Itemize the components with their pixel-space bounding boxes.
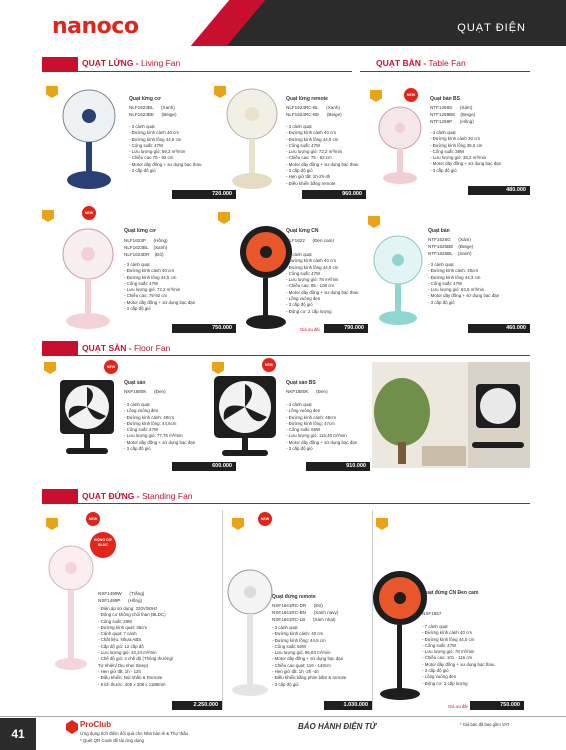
new-badge: NEW: [258, 512, 272, 526]
warranty-badge: [46, 518, 58, 530]
product-name: Quạt lửng cơ: [129, 96, 161, 102]
category-title: QUẠT ĐIỆN: [457, 22, 526, 34]
product-price: 750.000: [172, 324, 236, 333]
section-table-title: QUẠT BÀN - Table Fan: [376, 58, 466, 68]
section-floor-title: QUẠT SÀN - Floor Fan: [82, 343, 171, 353]
dongco-badge-icon: [88, 530, 118, 574]
product-name: Quạt sàn BS: [286, 380, 316, 386]
product-models: NTF1626G (Xám) NTF1626BE (Beige) NTF1626BL (Xanh): [428, 237, 474, 256]
product-image-ntf1269: [374, 104, 426, 188]
section-floor-bar: [42, 341, 78, 355]
product-name: Quạt bàn: [428, 228, 450, 234]
product-image-ntf1626: [370, 234, 426, 330]
warranty-badge: [232, 518, 244, 530]
e-warranty-title: BẢO HÀNH ĐIỆN TỬ: [298, 722, 377, 731]
product-models: NLF1623BL (Xanh) NLF1623BE (Beige): [129, 105, 177, 117]
product-models: NSF1657: [422, 611, 442, 616]
product-models: NSF1499W (Trắng) NSF1499P (Hồng): [98, 591, 145, 603]
section-living-title: QUẠT LỬNG - Living Fan: [82, 58, 181, 68]
product-name: Quạt đứng CN Đen cam: [422, 590, 479, 596]
page-number: 41: [0, 718, 36, 750]
proclub-name: ProClub: [80, 720, 112, 729]
product-price: 600.000: [172, 462, 236, 471]
product-image-nlf1623: [56, 88, 122, 193]
section-standing-title: QUẠT ĐỨNG - Standing Fan: [82, 491, 193, 501]
price-note: Giá ưu đãi: [448, 704, 468, 709]
lifestyle-photo: [372, 362, 530, 468]
footer-divider: [0, 716, 566, 717]
section-standing-bar: [42, 489, 78, 503]
product-price: 750.000: [470, 701, 524, 710]
price-note: Giá ưu đãi: [300, 327, 320, 332]
new-badge: NEW: [404, 88, 418, 102]
product-specs: - 3 cánh quạt - Đường kính cánh 40 cm - Đường kính lồng 44,5 cm - Công suất: 47W - Lưu lượng gió: 72,2 m³/min - Chiều cao: 75-92 cm - Motor dây đồng + sử dụng bạc đạn - 3 cấp độ gió: [124, 262, 196, 312]
product-image-nlf1624rc: [222, 86, 282, 196]
new-badge: NEW: [82, 206, 96, 220]
warranty-badge: [44, 362, 56, 374]
vat-note: * Giá bán đã bao gồm VAT: [460, 722, 510, 727]
product-price: 910.000: [306, 462, 370, 471]
warranty-badge: [218, 212, 230, 224]
product-name: Quạt lửng cơ: [124, 228, 156, 234]
product-specs: - 3 cánh quạt - Đường kính cánh: 40 cm - Đường kính lồng: 44,5 cm - Công suất: 50W - Lưu lượng gió: 86,83 m³/min - Motor dây đồng + sử dụng bạc đạn - Chiều cao quạt: 116 - 140cm - Hẹn giờ tắt: 1h -2h -4h - Điều khiển bằng phím bấm & remote - 3 cấp độ gió: [272, 625, 347, 687]
product-specs: - 3 cánh quạt - Đường kính cánh 40 cm - Đường kính lồng 44,5 cm - Công suất: 47W - Lưu lượng gió: 72,2 m³/min - Chiều cao: 75 - 92 cm - Motor dây đồng + sư dụng bạc thau - 3 cấp độ gió - Hẹn giờ tắt: 1h-2h-4h - Điều khiển bằng remote: [286, 124, 359, 186]
warranty-badge: [42, 210, 54, 222]
section-table-line: [360, 71, 530, 72]
warranty-badge: [212, 362, 224, 374]
product-image-nlf1623p: [56, 226, 120, 334]
product-price: 790.000: [324, 324, 368, 333]
product-name: Quạt sàn: [124, 380, 146, 386]
proclub-logo-icon: [66, 720, 78, 734]
product-name: Quạt lửng CN: [286, 228, 319, 234]
proclub-line1: Ứng dụng tích điểm đổi quà cho Nhà bán lẻ & Thợ thầu: [80, 731, 189, 736]
product-image-nsf1641rc: [222, 568, 278, 704]
dongco-badge: ĐỘNG CƠ BLDC: [94, 538, 112, 547]
product-models: NSF1641RC-DR (Đỏ) NSF1641RC-BN (Xanh navy) NSF1641RC-LB (Xám nhạt): [272, 603, 339, 622]
product-specs: - 7 cánh quạt - Đường kính cánh 40 cm - Đường kính lồng 44,5 cm - Công suất: 47W - Lưu lượng gió: 78 m³/min - Chiều cao: 101 - 116 cm - Motor dây đồng + sư dụng bạc thau - 3 cấp độ gió - Lồng vuông đen - Động cơ: 2 cấp lượng: [422, 624, 495, 686]
new-badge: NEW: [262, 358, 276, 372]
new-badge: NEW: [104, 360, 118, 374]
product-price: 460.000: [468, 324, 530, 333]
warranty-badge: [376, 518, 388, 530]
product-models: NKF1680K (Đen): [124, 389, 166, 394]
product-models: NKF1880K (Đen): [286, 389, 328, 394]
product-specs: - 3 cánh quạt - Lồng vuông đen - Đường kính cánh: 45cm - Đường kính lồng: 47cm - Công suất: 65W - Lưu lượng gió: 116,40 m³/min - Motor dây đồng + sử dụng bạc đạn - 3 cấp độ gió: [286, 402, 358, 452]
warranty-badge: [370, 90, 382, 102]
product-image-nkf1880k: [208, 374, 282, 460]
brand-logo: nanoco: [52, 14, 139, 39]
product-price: 720.000: [172, 190, 236, 199]
product-models: NLF1622 (Đen cam): [286, 238, 334, 243]
product-name: Quạt đứng remote: [272, 594, 316, 600]
product-specs: - 3 cánh quạt - Đường kính cánh: 40cm - Đường kính lồng 44,3 cm - Công suất: 47W - Lưu lượng gió: 63,6 m³/min - Motor dây đồng + sử dụng bạc đạn - 3 cấp độ gió: [428, 262, 500, 305]
product-price: 960.000: [302, 190, 366, 199]
product-specs: - 3 cánh quạt - Đường kính cánh 30 cm - Đường kính lồng 35,5 cm - Công suất: 38W - Lưu lượng gió: 38,2 m³/min - Motor dây đồng + sử dụng bạc đạn - 3 cấp độ gió: [430, 130, 502, 173]
product-price: 2.250.000: [172, 701, 222, 710]
new-badge: NEW: [86, 512, 100, 526]
section-standing-line: [42, 503, 530, 504]
section-living-line: [42, 71, 352, 72]
product-specs: - 3 cánh quạt - Đường kính cánh 40 cm - Đường kính lồng 44,5 cm - Công suất: 47W - Lưu lượng gió: 69,3 m³/min - Chiều cao 75 - 92 cm - Motor dây đồng + sư dụng bạc thau - 3 cấp độ gió: [129, 124, 202, 174]
product-models: NTF1269S (Xám) NTF1269BE (Beige) NTF1269P (Hồng): [430, 105, 476, 124]
proclub-line2: * Quét QR Code để tải ứng dụng: [80, 738, 144, 743]
section-floor-line: [42, 355, 530, 356]
product-price: 1.030.000: [324, 701, 372, 710]
section-living-bar: [42, 57, 78, 71]
product-price: 480.000: [468, 186, 530, 195]
product-specs: - 3 cánh quạt - Lồng vuông đen - Đường kính cánh: 40cm - Đường kính lồng: 44,5cm - Công suất: 47W - Lưu lượng gió: 77,76 m³/min - Motor dây đồng + sử dụng bạc đạn - 3 cấp độ gió: [124, 402, 196, 452]
product-specs: - 7 cánh quạt - Đường kính cánh 40 cm - Đường kính lồng 44,5 cm - Công suất: 47W - Lưu lượng gió: 78 m³/min - Chiều cao: 85 - 108 cm - Motor dây đồng + sư dụng bạc thau - Lồng vuông đen - 3 cấp độ gió - Động cơ: 2 cấp lượng: [286, 252, 359, 314]
product-specs: - Điện áp sử dụng: 220V/50Hz - Động cơ không chổi than (BLDC) - Công suất: 28W - Đường kính quạt: 35cm - Cánh quạt: 7 cánh - Chất liệu: Nhựa ABS - Cấp độ gió: 12 cấp độ - Lưu lượng gió: 43,34 m³/min - Chế độ gió: 4 chế độ (Thông thường/ Tự nhiên/ Dịu nhẹ/ Sleep) - Hẹn giờ tắt: 1h - 12h - Điều khiển: Núi nhấn & Remote - Kích thước: 408 x 308 x 1188mm: [98, 606, 174, 687]
product-models: NLF1623P (Hồng) NLF1623BL (Xanh) NLF1623DR (Đỏ): [124, 238, 168, 257]
product-name: Quạt bàn BS: [430, 96, 461, 102]
product-name: Quạt lửng remote: [286, 96, 328, 102]
product-models: NLF1624RC-BL (Xanh) NLF1624RC-BE (Beige): [286, 105, 342, 117]
product-image-nkf1680k: [54, 378, 120, 458]
warranty-badge: [368, 216, 380, 228]
